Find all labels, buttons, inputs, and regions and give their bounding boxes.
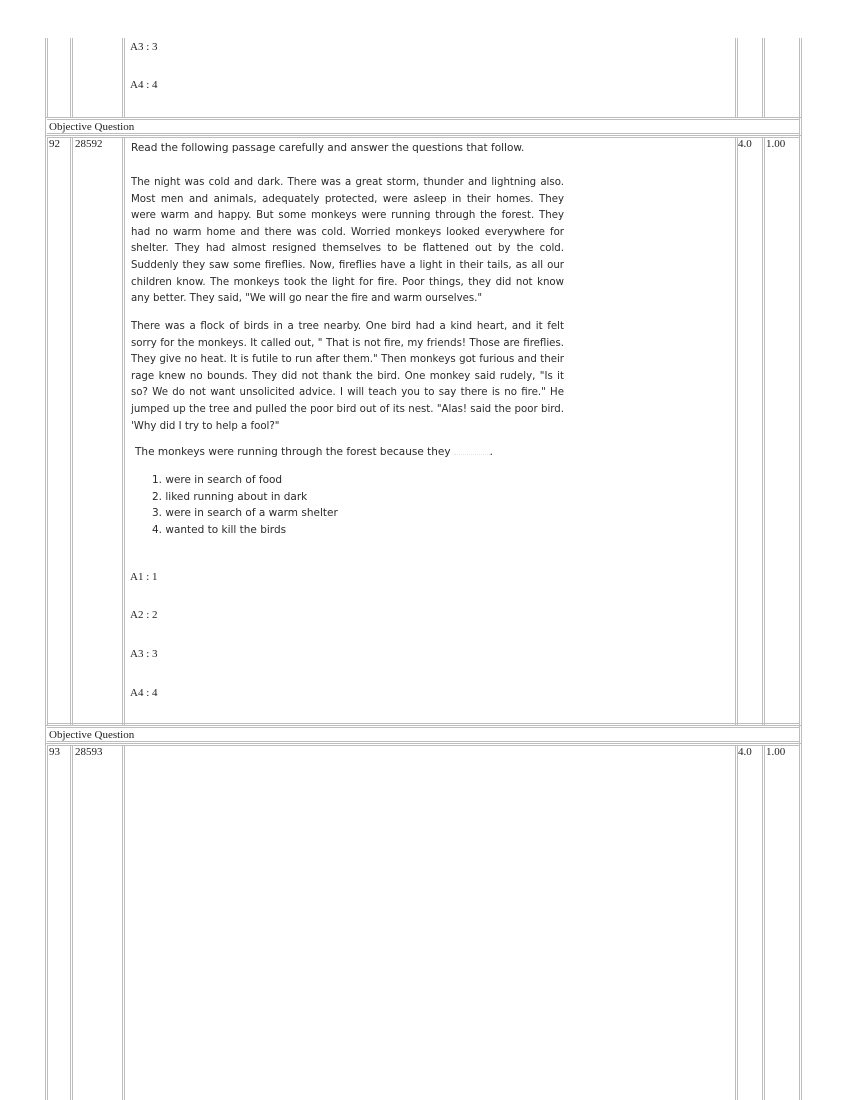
grid-line — [47, 745, 799, 746]
grid-line — [735, 137, 736, 725]
answer-option: A4 : 4 — [130, 687, 158, 699]
question-id: 28592 — [75, 138, 103, 150]
grid-line — [762, 38, 763, 118]
grid-line — [762, 137, 763, 725]
grid-line — [70, 137, 71, 725]
grid-line — [735, 38, 736, 118]
grid-line — [737, 137, 738, 725]
section-label: Objective Question — [49, 121, 135, 133]
grid-line — [47, 119, 799, 120]
negative-marks: 1.00 — [766, 138, 786, 150]
section-label: Objective Question — [49, 729, 135, 741]
passage-paragraph-1: The night was cold and dark. There was a great storm, thunder and lightning also. Most men and animals, adequately protected, were asleep in their homes. They were warm and happy. But some monkeys were running through the forest. They had no warm home and there was cold. Worried monkeys looked everywhere for shelter. They had almost resigned themselves to be flattened out by the cold. Suddenly they saw some fireflies. Now, fireflies have a light in their tails, as all our children know. The monkeys took the light for fire. Poor things, they did not know any better. They said, "We will go near the fire and warm ourselves." — [131, 177, 564, 305]
answer-option: A3 : 3 — [130, 648, 158, 660]
grid-line — [764, 137, 765, 725]
grid-line — [122, 745, 123, 1100]
negative-marks: 1.00 — [766, 746, 786, 758]
grid-line — [72, 745, 73, 1100]
grid-line — [801, 38, 802, 1100]
grid-line — [70, 38, 71, 118]
grid-line — [764, 745, 765, 1100]
answer-option: A4 : 4 — [130, 79, 158, 91]
grid-line — [799, 38, 800, 1100]
grid-line — [124, 137, 125, 725]
grid-line — [47, 38, 48, 118]
question-option: 2. liked running about in dark — [152, 491, 308, 503]
question-option: 3. were in search of a warm shelter — [152, 507, 338, 519]
question-end: . — [489, 446, 493, 458]
grid-line — [72, 38, 73, 118]
question-stem — [135, 446, 493, 458]
question-option: 1. were in search of food — [152, 474, 283, 486]
grid-line — [70, 745, 71, 1100]
grid-line — [122, 137, 123, 725]
grid-line — [124, 745, 125, 1100]
question-marks: 4.0 — [738, 746, 752, 758]
answer-option: A2 : 2 — [130, 609, 158, 621]
grid-line — [737, 38, 738, 118]
question-instruction: Read the following passage carefully and answer the questions that follow. — [131, 142, 525, 154]
grid-line — [124, 38, 125, 118]
grid-line — [45, 135, 802, 136]
question-number: 93 — [49, 746, 60, 758]
grid-line — [737, 745, 738, 1100]
grid-line — [45, 743, 802, 744]
grid-line — [735, 745, 736, 1100]
grid-line — [762, 745, 763, 1100]
question-id: 28593 — [75, 746, 103, 758]
grid-line — [122, 38, 123, 118]
grid-line — [47, 137, 799, 138]
grid-line — [45, 38, 46, 1100]
grid-line — [47, 133, 799, 134]
grid-line — [47, 741, 799, 742]
question-number: 92 — [49, 138, 60, 150]
grid-line — [45, 725, 802, 726]
grid-line — [47, 137, 48, 725]
question-text: The monkeys were running through the forest because they — [135, 446, 451, 458]
grid-line — [47, 745, 48, 1100]
answer-blank — [454, 454, 490, 455]
question-option: 4. wanted to kill the birds — [152, 524, 287, 536]
answer-option: A1 : 1 — [130, 571, 158, 583]
grid-line — [764, 38, 765, 118]
answer-option: A3 : 3 — [130, 41, 158, 53]
grid-line — [45, 117, 802, 118]
grid-line — [47, 727, 799, 728]
grid-line — [47, 723, 799, 724]
grid-line — [72, 137, 73, 725]
passage-paragraph-2: There was a flock of birds in a tree nearby. One bird had a kind heart, and it felt sorry for the monkeys. It called out, " That is not fire, my friends! Those are fireflies. They give no heat. It is futile to run after them." Then monkeys got furious and their rage knew no bounds. They did not thank the bird. One monkey said rudely, "Is it so? We do not want unsolicited advice. I will teach you to say there is no fire." He jumped up the tree and pulled the poor bird out of its nest. "Alas! said the poor bird. 'Why did I try to help a fool?" — [131, 321, 564, 432]
question-marks: 4.0 — [738, 138, 752, 150]
